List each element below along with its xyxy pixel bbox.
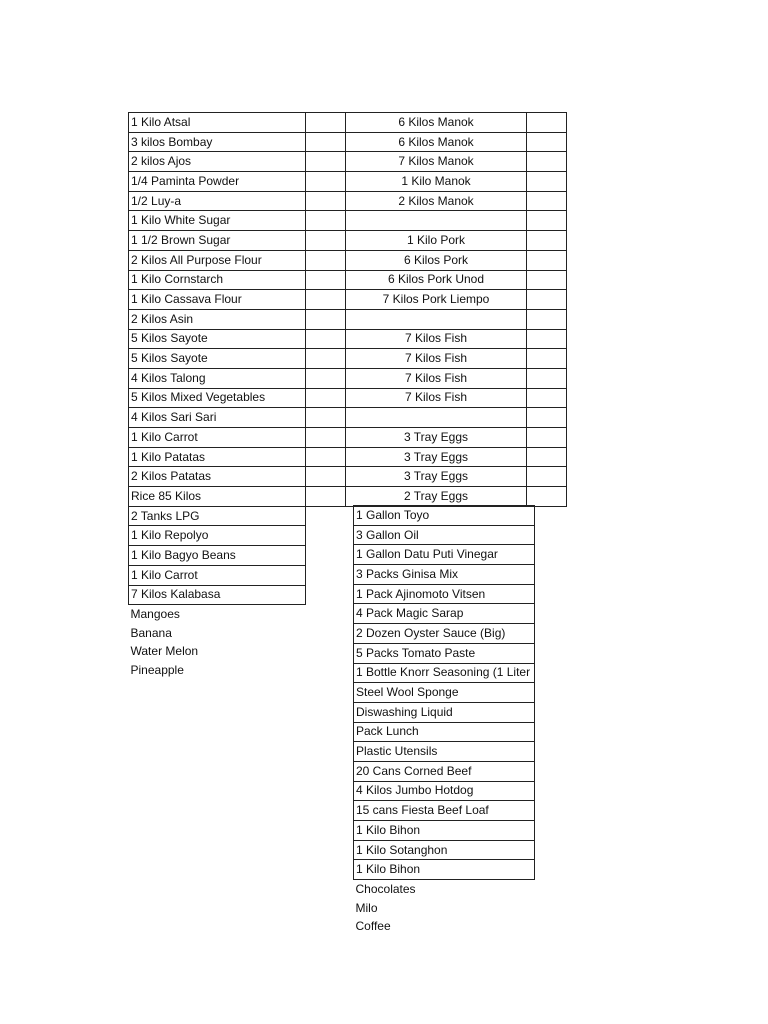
empty-cell[interactable] bbox=[527, 113, 567, 133]
grocery-item-cell[interactable]: 1 Bottle Knorr Seasoning (1 Liter bbox=[354, 663, 535, 683]
grocery-item-cell[interactable]: Plastic Utensils bbox=[354, 742, 535, 762]
right-item-cell[interactable]: 6 Kilos Pork Unod bbox=[346, 270, 527, 290]
table-row bbox=[129, 447, 567, 467]
blank-area bbox=[306, 605, 346, 624]
right-item-cell[interactable]: 6 Kilos Manok bbox=[346, 113, 527, 133]
grocery-item-cell[interactable]: 1 Gallon Datu Puti Vinegar bbox=[354, 545, 535, 565]
empty-cell[interactable] bbox=[527, 329, 567, 349]
left-item-cell[interactable]: 1 Kilo Patatas bbox=[129, 447, 306, 467]
table-row bbox=[129, 290, 567, 310]
empty-cell[interactable] bbox=[306, 172, 346, 192]
table-row bbox=[129, 309, 567, 329]
empty-cell[interactable] bbox=[306, 211, 346, 231]
table-row bbox=[129, 172, 567, 192]
empty-cell[interactable] bbox=[306, 191, 346, 211]
grocery-item-cell[interactable]: 1 Kilo Sotanghon bbox=[354, 840, 535, 860]
empty-cell[interactable] bbox=[527, 290, 567, 310]
table-row bbox=[354, 702, 535, 722]
empty-cell[interactable] bbox=[527, 467, 567, 487]
left-item-cell[interactable]: Rice 85 Kilos bbox=[129, 487, 306, 507]
left-item-cell[interactable]: 2 Kilos Asin bbox=[129, 309, 306, 329]
grocery-item-cell[interactable]: 2 Dozen Oyster Sauce (Big) bbox=[354, 624, 535, 644]
empty-cell[interactable] bbox=[306, 290, 346, 310]
empty-cell[interactable] bbox=[306, 309, 346, 329]
left-item-cell[interactable]: 2 Kilos All Purpose Flour bbox=[129, 250, 306, 270]
right-item-cell[interactable]: 7 Kilos Fish bbox=[346, 388, 527, 408]
empty-cell[interactable] bbox=[306, 231, 346, 251]
table-row bbox=[354, 663, 535, 683]
table-row bbox=[354, 880, 535, 899]
blank-area bbox=[306, 624, 346, 643]
table-row bbox=[354, 801, 535, 821]
empty-cell[interactable] bbox=[527, 447, 567, 467]
table-row bbox=[354, 545, 535, 565]
grocery-item-cell[interactable]: Diswashing Liquid bbox=[354, 702, 535, 722]
empty-cell[interactable] bbox=[527, 231, 567, 251]
grocery-item-cell[interactable]: 3 Packs Ginisa Mix bbox=[354, 565, 535, 585]
empty-cell[interactable] bbox=[306, 152, 346, 172]
left-item-cell[interactable]: Banana bbox=[130, 625, 172, 640]
left-item-cell[interactable]: 1 Kilo Carrot bbox=[129, 428, 306, 448]
table-row bbox=[354, 604, 535, 624]
right-item-cell[interactable]: 3 Tray Eggs bbox=[346, 467, 527, 487]
left-item-cell[interactable]: 4 Kilos Sari Sari bbox=[129, 408, 306, 428]
table-row bbox=[129, 231, 567, 251]
empty-cell[interactable] bbox=[527, 270, 567, 290]
empty-cell[interactable] bbox=[306, 250, 346, 270]
table-row bbox=[354, 860, 535, 880]
right-item-cell[interactable]: 1 Kilo Manok bbox=[346, 172, 527, 192]
table-row bbox=[129, 349, 567, 369]
table-row bbox=[129, 428, 567, 448]
right-item-cell[interactable]: 7 Kilos Fish bbox=[346, 349, 527, 369]
table-row bbox=[129, 388, 567, 408]
table-row bbox=[354, 506, 535, 526]
table-row bbox=[354, 624, 535, 644]
empty-cell[interactable] bbox=[527, 132, 567, 152]
empty-cell[interactable] bbox=[306, 132, 346, 152]
table-row bbox=[129, 113, 567, 133]
left-item-cell[interactable]: 1/2 Luy-a bbox=[129, 191, 306, 211]
left-item-cell[interactable]: 2 kilos Ajos bbox=[129, 152, 306, 172]
right-item-cell[interactable]: 2 Tray Eggs bbox=[346, 487, 527, 507]
table-row bbox=[129, 270, 567, 290]
left-item-cell[interactable]: 1 Kilo Cassava Flour bbox=[129, 290, 306, 310]
right-item-cell[interactable]: 1 Kilo Pork bbox=[346, 231, 527, 251]
grocery-item-cell[interactable]: 1 Kilo Bihon bbox=[354, 860, 535, 880]
grocery-item-cell[interactable]: 1 Gallon Toyo bbox=[354, 506, 535, 526]
table-row bbox=[354, 525, 535, 545]
right-item-cell[interactable]: 2 Kilos Manok bbox=[346, 191, 527, 211]
left-item-cell[interactable]: 1 Kilo White Sugar bbox=[129, 211, 306, 231]
blank-area bbox=[306, 661, 346, 680]
right-item-cell[interactable] bbox=[346, 408, 527, 428]
left-item-cell[interactable]: Pineapple bbox=[130, 663, 184, 678]
left-item-cell[interactable]: 5 Kilos Sayote bbox=[129, 329, 306, 349]
left-item-cell[interactable]: 5 Kilos Mixed Vegetables bbox=[129, 388, 306, 408]
blank-area bbox=[306, 506, 346, 526]
table-row bbox=[354, 683, 535, 703]
table-row bbox=[354, 840, 535, 860]
grocery-item-cell[interactable]: 1 Kilo Bihon bbox=[354, 821, 535, 841]
grocery-item-cell[interactable]: Steel Wool Sponge bbox=[354, 683, 535, 703]
table-row bbox=[129, 152, 567, 172]
empty-cell[interactable] bbox=[306, 447, 346, 467]
right-item-cell[interactable]: 7 Kilos Manok bbox=[346, 152, 527, 172]
left-item-cell[interactable]: 4 Kilos Talong bbox=[129, 368, 306, 388]
blank-area bbox=[306, 526, 346, 546]
empty-cell[interactable] bbox=[527, 388, 567, 408]
table-row bbox=[354, 565, 535, 585]
left-item-cell[interactable]: 7 Kilos Kalabasa bbox=[129, 585, 306, 605]
left-item-cell[interactable]: 1 Kilo Repolyo bbox=[129, 526, 306, 546]
empty-cell[interactable] bbox=[527, 211, 567, 231]
empty-cell[interactable] bbox=[306, 329, 346, 349]
left-item-cell[interactable]: 1 Kilo Carrot bbox=[129, 565, 306, 585]
table-row bbox=[354, 584, 535, 604]
right-item-cell[interactable]: 6 Kilos Manok bbox=[346, 132, 527, 152]
table-row bbox=[129, 132, 567, 152]
empty-cell[interactable] bbox=[527, 309, 567, 329]
empty-cell[interactable] bbox=[527, 152, 567, 172]
grocery-item-cell[interactable]: Pack Lunch bbox=[354, 722, 535, 742]
table-row bbox=[354, 821, 535, 841]
groceries-table bbox=[353, 505, 535, 936]
grocery-item-cell[interactable]: 4 Kilos Jumbo Hotdog bbox=[354, 781, 535, 801]
left-item-cell[interactable]: 1 Kilo Atsal bbox=[129, 113, 306, 133]
left-item-cell[interactable]: Water Melon bbox=[130, 644, 199, 659]
empty-cell[interactable] bbox=[527, 349, 567, 369]
empty-cell[interactable] bbox=[527, 172, 567, 192]
left-item-cell[interactable]: 3 kilos Bombay bbox=[129, 132, 306, 152]
table-row bbox=[354, 899, 535, 918]
right-item-cell[interactable] bbox=[346, 309, 527, 329]
table-row bbox=[129, 191, 567, 211]
grocery-item-cell[interactable]: Milo bbox=[355, 900, 378, 915]
empty-cell[interactable] bbox=[306, 388, 346, 408]
table-row bbox=[354, 643, 535, 663]
table-row bbox=[354, 917, 535, 936]
empty-cell[interactable] bbox=[306, 368, 346, 388]
empty-cell[interactable] bbox=[527, 250, 567, 270]
grocery-item-cell[interactable]: 15 cans Fiesta Beef Loaf bbox=[354, 801, 535, 821]
empty-cell[interactable] bbox=[527, 487, 567, 507]
empty-cell[interactable] bbox=[306, 467, 346, 487]
empty-cell[interactable] bbox=[306, 113, 346, 133]
left-item-cell[interactable]: 1 Kilo Cornstarch bbox=[129, 270, 306, 290]
left-item-cell[interactable]: 1/4 Paminta Powder bbox=[129, 172, 306, 192]
right-item-cell[interactable]: 3 Tray Eggs bbox=[346, 428, 527, 448]
right-item-cell[interactable] bbox=[346, 211, 527, 231]
empty-cell[interactable] bbox=[306, 428, 346, 448]
table-row bbox=[129, 408, 567, 428]
blank-area bbox=[306, 643, 346, 662]
left-item-cell[interactable]: 2 Kilos Patatas bbox=[129, 467, 306, 487]
empty-cell[interactable] bbox=[306, 487, 346, 507]
empty-cell[interactable] bbox=[527, 368, 567, 388]
right-item-cell[interactable]: 7 Kilos Fish bbox=[346, 368, 527, 388]
empty-cell[interactable] bbox=[527, 428, 567, 448]
table-row bbox=[129, 487, 567, 507]
table-row bbox=[354, 781, 535, 801]
right-item-cell[interactable]: 6 Kilos Pork bbox=[346, 250, 527, 270]
table-row bbox=[354, 742, 535, 762]
grocery-item-cell[interactable]: Chocolates bbox=[355, 881, 416, 896]
grocery-item-cell[interactable]: 5 Packs Tomato Paste bbox=[354, 643, 535, 663]
blank-area bbox=[306, 565, 346, 585]
empty-cell[interactable] bbox=[306, 408, 346, 428]
empty-cell[interactable] bbox=[527, 408, 567, 428]
grocery-item-cell[interactable]: 3 Gallon Oil bbox=[354, 525, 535, 545]
empty-cell[interactable] bbox=[527, 191, 567, 211]
grocery-item-cell[interactable]: 4 Pack Magic Sarap bbox=[354, 604, 535, 624]
left-item-cell[interactable]: 1 Kilo Bagyo Beans bbox=[129, 546, 306, 566]
grocery-item-cell[interactable]: 1 Pack Ajinomoto Vitsen bbox=[354, 584, 535, 604]
left-item-cell[interactable]: Mangoes bbox=[130, 607, 180, 622]
right-item-cell[interactable]: 7 Kilos Pork Liempo bbox=[346, 290, 527, 310]
left-item-cell[interactable]: 1 1/2 Brown Sugar bbox=[129, 231, 306, 251]
table-row bbox=[129, 329, 567, 349]
blank-area bbox=[306, 546, 346, 566]
empty-cell[interactable] bbox=[306, 349, 346, 369]
table-row bbox=[354, 761, 535, 781]
empty-cell[interactable] bbox=[306, 270, 346, 290]
table-row bbox=[129, 467, 567, 487]
table-row bbox=[129, 368, 567, 388]
blank-area bbox=[306, 585, 346, 605]
table-row bbox=[129, 250, 567, 270]
left-item-cell[interactable]: 5 Kilos Sayote bbox=[129, 349, 306, 369]
table-row bbox=[354, 722, 535, 742]
left-item-cell[interactable]: 2 Tanks LPG bbox=[129, 506, 306, 526]
right-item-cell[interactable]: 7 Kilos Fish bbox=[346, 329, 527, 349]
table-row bbox=[129, 211, 567, 231]
right-item-cell[interactable]: 3 Tray Eggs bbox=[346, 447, 527, 467]
grocery-item-cell[interactable]: 20 Cans Corned Beef bbox=[354, 761, 535, 781]
grocery-item-cell[interactable]: Coffee bbox=[355, 919, 391, 934]
